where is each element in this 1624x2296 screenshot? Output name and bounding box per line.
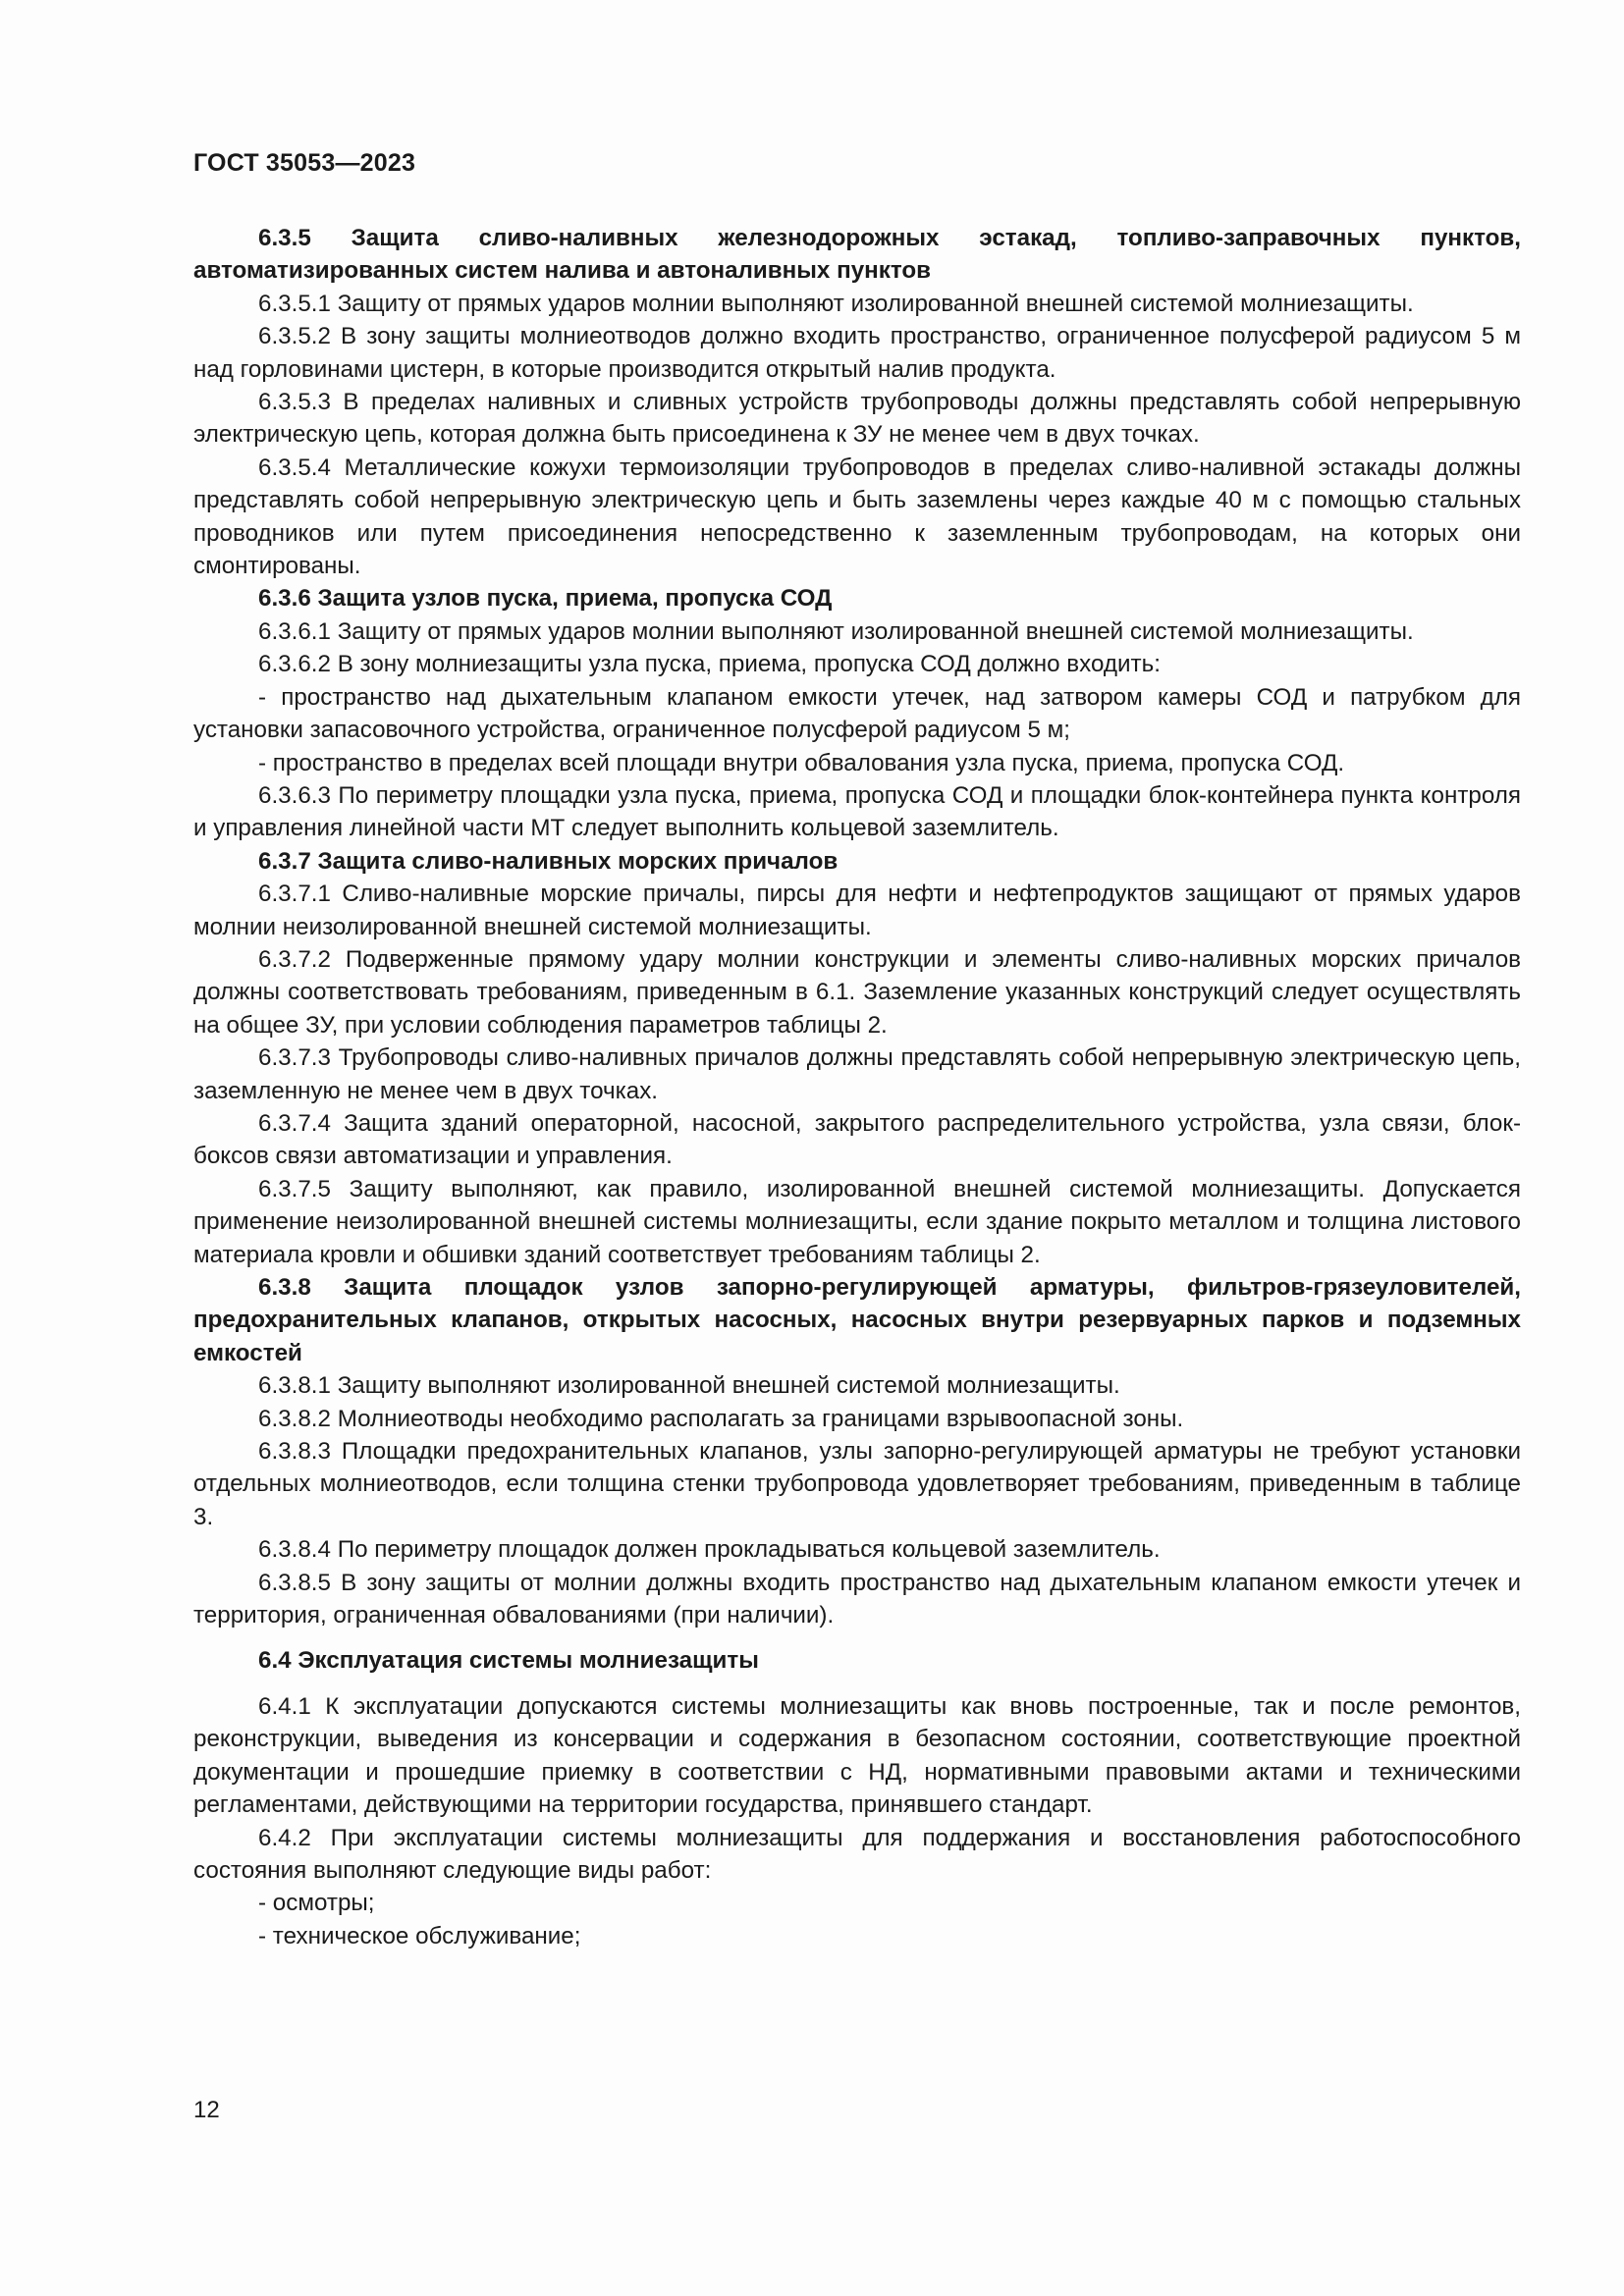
paragraph: 6.3.7.2 Подверженные прямому удару молнии конструкции и элементы сливо-наливных морских причалов должны соответствовать требованиям, приведенным в 6.1. Заземление указанных конструкций следует осуществлять на общее ЗУ, при условии соблюдения параметров таблицы 2. bbox=[193, 945, 1521, 1039]
paragraph: 6.3.8.2 Молниеотводы необходимо располагать за границами взрывоопасной зоны. bbox=[258, 1405, 1184, 1432]
paragraph: 6.3.8.3 Площадки предохранительных клапанов, узлы запорно-регулирующей арматуры не требуют установки отдельных молниеотводов, если толщина стенки трубопровода удовлетворяет требованиям, приведенным в таблице 3. bbox=[193, 1438, 1521, 1530]
list-item: - осмотры; bbox=[258, 1890, 375, 1917]
paragraph: 6.3.6.1 Защиту от прямых ударов молнии выполняют изолированной внешней системой молниезащиты. bbox=[258, 617, 1414, 645]
paragraph: 6.4.2 При эксплуатации системы молниезащиты для поддержания и восстановления работоспособного состояния выполняют следующие виды работ: bbox=[193, 1824, 1521, 1884]
paragraph: 6.3.5.1 Защиту от прямых ударов молнии выполняют изолированной внешней системой молниезащиты. bbox=[258, 290, 1414, 317]
list-item: - пространство в пределах всей площади внутри обвалования узла пуска, приема, пропуска СОД. bbox=[258, 749, 1345, 776]
paragraph: 6.3.8.4 По периметру площадок должен прокладываться кольцевой заземлитель. bbox=[258, 1536, 1161, 1564]
paragraph: 6.3.5.2 В зону защиты молниеотводов должно входить пространство, ограниченное полусферой радиусом 5 м над горловинами цистерн, в которые производится открытый налив продукта. bbox=[193, 323, 1521, 383]
paragraph: 6.4.1 К эксплуатации допускаются системы молниезащиты как вновь построенные, так и после ремонтов, реконструкции, выведения из консервации и содержания в безопасном состоянии, соответствующие проектной документации и прошедшие приемку в соответствии с НД, нормативными правовыми актами и техническими регламентами, действующими на территории государства, принявшего стандарт. bbox=[193, 1692, 1521, 1819]
subsection-heading: 6.3.5 Защита сливо-наливных железнодорожных эстакад, топливо-заправочных пунктов, автоматизированных систем налива и автоналивных пунктов bbox=[193, 225, 1521, 285]
paragraph: 6.3.7.4 Защита зданий операторной, насосной, закрытого распределительного устройства, узла связи, блок-боксов связи автоматизации и управления. bbox=[193, 1109, 1521, 1170]
page-number: 12 bbox=[193, 2097, 220, 2123]
document-header-code: ГОСТ 35053—2023 bbox=[193, 149, 416, 177]
paragraph: 6.3.8.5 В зону защиты от молнии должны входить пространство над дыхательным клапаном емкости утечек и территория, ограниченная обвалованиями (при наличии). bbox=[193, 1569, 1521, 1629]
paragraph: 6.3.5.3 В пределах наливных и сливных устройств трубопроводы должны представлять собой непрерывную электрическую цепь, которая должна быть присоединена к ЗУ не менее чем в двух точках. bbox=[193, 389, 1521, 449]
paragraph: 6.3.5.4 Металлические кожухи термоизоляции трубопроводов в пределах сливо-наливной эстакады должны представлять собой непрерывную электрическую цепь и быть заземлены через каждые 40 м с помощью стальных проводников или путем присоединения непосредственно к заземленным трубопроводам, на которых они смонтированы. bbox=[193, 454, 1521, 580]
paragraph: 6.3.7.5 Защиту выполняют, как правило, изолированной внешней системой молниезащиты. Допускается применение неизолированной внешней системы молниезащиты, если здание покрыто металлом и толщина листового материала кровли и обшивки зданий соответствует требованиям таблицы 2. bbox=[193, 1175, 1521, 1268]
paragraph: 6.3.6.3 По периметру площадки узла пуска, приема, пропуска СОД и площадки блок-контейнера пункта контроля и управления линейной части МТ следует выполнить кольцевой заземлитель. bbox=[193, 781, 1521, 842]
subsection-heading: 6.3.6 Защита узлов пуска, приема, пропуска СОД bbox=[258, 585, 833, 613]
document-body bbox=[193, 222, 1521, 1952]
paragraph: 6.3.8.1 Защиту выполняют изолированной внешней системой молниезащиты. bbox=[258, 1372, 1120, 1400]
paragraph: 6.3.7.3 Трубопроводы сливо-наливных причалов должны представлять собой непрерывную электрическую цепь, заземленную не менее чем в двух точках. bbox=[193, 1044, 1521, 1104]
list-item: - техническое обслуживание; bbox=[258, 1922, 581, 1949]
section-heading: 6.4 Эксплуатация системы молниезащиты bbox=[258, 1647, 759, 1675]
paragraph: 6.3.7.1 Сливо-наливные морские причалы, пирсы для нефти и нефтепродуктов защищают от прямых ударов молнии неизолированной внешней системой молниезащиты. bbox=[193, 881, 1521, 940]
paragraph: 6.3.6.2 В зону молниезащиты узла пуска, приема, пропуска СОД должно входить: bbox=[258, 651, 1161, 678]
subsection-heading: 6.3.8 Защита площадок узлов запорно-регулирующей арматуры, фильтров-грязеуловителей, предохранительных клапанов, открытых насосных, насосных внутри резервуарных парков и подземных емкостей bbox=[193, 1274, 1521, 1366]
list-item: - пространство над дыхательным клапаном емкости утечек, над затвором камеры СОД и патрубком для установки запасовочного устройства, ограниченное полусферой радиусом 5 м; bbox=[193, 683, 1521, 744]
subsection-heading: 6.3.7 Защита сливо-наливных морских причалов bbox=[258, 847, 839, 875]
